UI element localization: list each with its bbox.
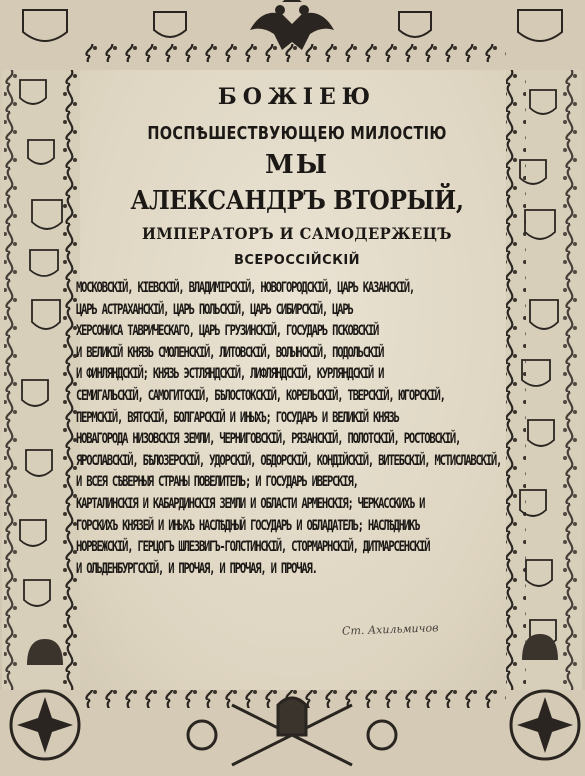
heading-line-1: БОЖІЕЮ: [217, 84, 377, 110]
body-line: МОСКОВСКІЙ, КІЕВСКІЙ, ВЛАДИМІРСКІЙ, НОВОГОРОДСКІЙ, ЦАРЬ КАЗАНСКІЙ,: [76, 279, 415, 296]
body-line: И ВЕЛИКІЙ КНЯЗЬ СМОЛЕНСКІЙ, ЛИТОВСКІЙ, ВОЛЫНСКІЙ, ПОДОЛЬСКІЙ: [76, 344, 384, 361]
star-rosette-icon: [11, 691, 79, 759]
manifesto-text: [76, 80, 502, 580]
body-line: И ФИНЛЯНДСКІЙ; КНЯЗЬ ЭСТЛЯНДСКІЙ, ЛИФЛЯНДСКІЙ, КУРЛЯНДСКІЙ И: [76, 365, 384, 383]
heading-line-3: МЫ: [264, 150, 330, 180]
star-rosette-icon: [511, 691, 579, 759]
titles-body: [76, 278, 512, 580]
handwritten-signature: Ст. Ахильмичов: [341, 621, 439, 638]
body-line: ЯРОСЛАВСКІЙ, БѢЛОЗЕРСКІЙ, УДОРСКІЙ, ОБДОРСКІЙ, КОНДІЙСКІЙ, ВИТЕБСКІЙ, МСТИСЛАВСКІЙ,: [76, 452, 502, 469]
emperor-title: ИМПЕРАТОРЪ И САМОДЕРЖЕЦЪ: [141, 224, 452, 243]
realm-title: ВСЕРОССІЙСКІЙ: [233, 253, 361, 268]
body-line: ЦАРЬ АСТРАХАНСКІЙ, ЦАРЬ ПОЛЬСКІЙ, ЦАРЬ СИБИРСКІЙ, ЦАРЬ: [76, 301, 353, 318]
body-line: ПЕРМСКІЙ, ВЯТСКІЙ, БОЛГАРСКІЙ И ИНЫХЪ; ГОСУДАРЬ И ВЕЛИКІЙ КНЯЗЬ: [76, 409, 399, 426]
body-line: И ОЛЬДЕНБУРГСКІЙ, И ПРОЧАЯ, И ПРОЧАЯ, И ПРОЧАЯ.: [76, 560, 317, 577]
body-line: НОВАГОРОДА НИЗОВСКІЯ ЗЕМЛИ, ЧЕРНИГОВСКІЙ, РЯЗАНСКІЙ, ПОЛОТСКІЙ, РОСТОВСКІЙ,: [76, 430, 461, 447]
body-line: СЕМИГАЛЬСКІЙ, САМОГИТСКІЙ, БѢЛОСТОКСКІЙ, КОРЕЛЬСКІЙ, ТВЕРСКІЙ, ЮГОРСКІЙ,: [76, 387, 445, 404]
body-line: И ВСЕЯ СѢВЕРНЫЯ СТРАНЫ ПОВЕЛИТЕЛЬ; И ГОСУДАРЬ ИВЕРСКІЯ,: [76, 473, 358, 491]
left-vine: [58, 40, 78, 730]
body-line: ГОРСКИХЪ КНЯЗЕЙ И ИНЫХЪ НАСЛѢДНЫЙ ГОСУДАРЬ И ОБЛАДАТЕЛЬ; НАСЛѢДНИКЪ: [76, 517, 420, 534]
body-line: НОРВЕЖСКІЙ, ГЕРЦОГЪ ШЛЕЗВИГЪ-ГОЛСТИНСКІЙ, СТОРМАРНСКІЙ, ДИТМАРСЕНСКІЙ: [76, 538, 430, 555]
heading-line-2: ПОСПѢШЕСТВУЮЩЕЮ МИЛОСТІЮ: [147, 124, 447, 144]
emperor-name: АЛЕКСАНДРЪ ВТОРЫЙ,: [130, 186, 464, 216]
body-line: ХЕРСОНИСА ТАВРИЧЕСКАГО, ЦАРЬ ГРУЗИНСКІЙ, ГОСУДАРЬ ПСКОВСКІЙ: [76, 322, 379, 340]
body-line: КАРТАЛИНСКІЯ И КАБАРДИНСКІЯ ЗЕМЛИ И ОБЛАСТИ АРМЕНСКІЯ; ЧЕРКАССКИХЪ И: [76, 495, 425, 512]
